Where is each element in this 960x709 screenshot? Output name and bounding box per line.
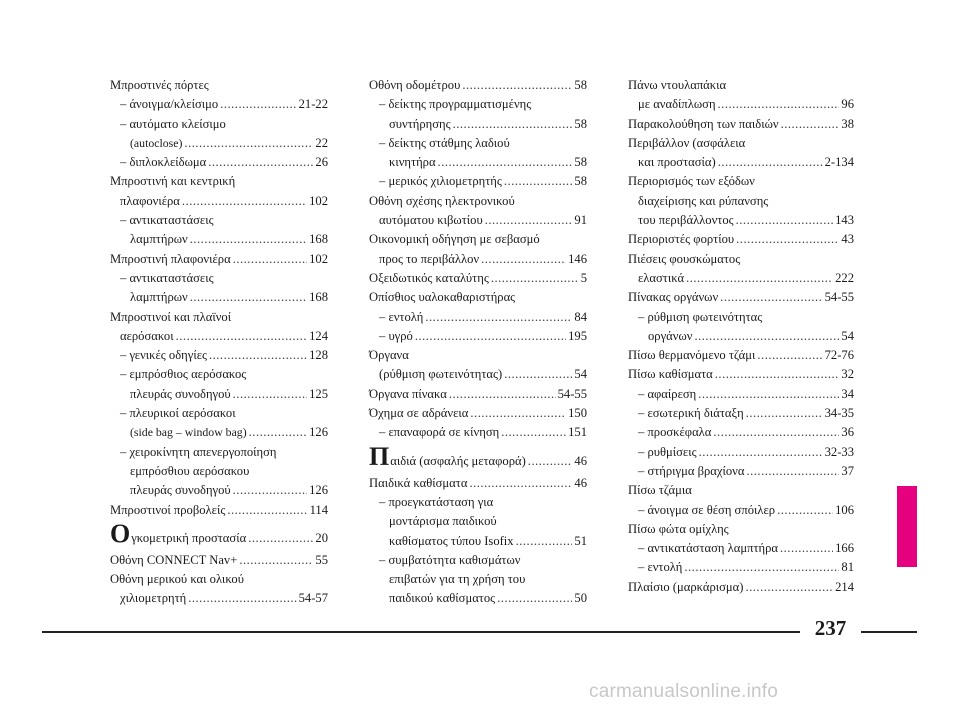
index-entry bbox=[628, 327, 854, 346]
index-entry bbox=[369, 423, 587, 442]
leader-dots bbox=[190, 230, 307, 249]
index-entry bbox=[110, 172, 328, 191]
index-entry-page: 54 bbox=[574, 367, 587, 382]
index-entry bbox=[110, 462, 328, 481]
index-entry bbox=[628, 250, 854, 269]
leader-dots bbox=[736, 230, 839, 249]
index-entry bbox=[628, 481, 854, 500]
leader-dots bbox=[718, 95, 840, 114]
leader-dots bbox=[491, 269, 579, 288]
index-entry-page: 43 bbox=[841, 232, 854, 247]
leader-dots bbox=[227, 501, 307, 520]
index-entry-text: Οξειδωτικός καταλύτης bbox=[369, 270, 489, 285]
index-entry-text: Μπροστινές πόρτες bbox=[110, 78, 209, 92]
index-entry bbox=[110, 230, 328, 249]
index-entry bbox=[110, 134, 328, 153]
index-entry-page: 124 bbox=[309, 328, 328, 343]
index-entry-page: 22 bbox=[315, 135, 328, 150]
index-entry-text: πλευράς συνοδηγού bbox=[130, 386, 231, 401]
footer-rule-left bbox=[42, 631, 800, 633]
leader-dots bbox=[715, 365, 840, 384]
leader-dots bbox=[745, 578, 833, 597]
leader-dots bbox=[462, 76, 572, 95]
index-entry-page: 36 bbox=[841, 425, 854, 440]
index-entry-text: του περιβάλλοντος bbox=[638, 213, 734, 228]
index-entry-text: Περιοριστές φορτίου bbox=[628, 232, 735, 247]
index-entry-text: αερόσακοι bbox=[120, 328, 174, 343]
index-entry-text: – μερικός χιλιομετρητής bbox=[379, 174, 502, 189]
index-entry-text: επιβατών για τη χρήση του bbox=[389, 572, 526, 587]
index-entry-text: Παιδικά καθίσματα bbox=[369, 475, 468, 490]
index-entry-page: 5 bbox=[580, 270, 587, 285]
index-entry-page: 54-57 bbox=[298, 591, 328, 606]
index-entry-page: 46 bbox=[574, 453, 587, 468]
leader-dots bbox=[209, 346, 307, 365]
index-entry bbox=[628, 192, 854, 211]
index-entry bbox=[628, 95, 854, 114]
index-entry bbox=[369, 404, 587, 423]
leader-dots bbox=[718, 153, 823, 172]
index-entry-text: Πάνω ντουλαπάκια bbox=[628, 78, 727, 92]
index-entry-page: 106 bbox=[835, 502, 854, 517]
index-entry-text: Οικονομική οδήγηση με σεβασμό bbox=[369, 232, 540, 247]
index-entry-text: Οπίσθιος υαλοκαθαριστήρας bbox=[369, 290, 516, 305]
index-entry bbox=[628, 134, 854, 153]
index-entry-text: διαχείρισης και ρύπανσης bbox=[638, 193, 769, 208]
leader-dots bbox=[184, 134, 313, 153]
leader-dots bbox=[233, 481, 307, 500]
index-entry-text: – εντολή bbox=[638, 560, 683, 575]
leader-dots bbox=[501, 423, 566, 442]
index-entry-text: λαμπτήρων bbox=[130, 290, 188, 305]
index-entry bbox=[369, 589, 587, 608]
index-entry-page: 46 bbox=[574, 475, 587, 490]
index-entry bbox=[369, 288, 587, 307]
index-entry-page: 168 bbox=[309, 232, 328, 247]
leader-dots bbox=[497, 589, 572, 608]
index-entry bbox=[110, 518, 328, 551]
index-entry-page: 143 bbox=[835, 213, 854, 228]
index-entry bbox=[369, 230, 587, 249]
index-entry-text: Όργανα πίνακα bbox=[369, 386, 447, 401]
index-entry-text: – δείκτης στάθμης λαδιού bbox=[379, 135, 510, 150]
leader-dots bbox=[713, 423, 839, 442]
index-entry-page: 20 bbox=[315, 530, 328, 545]
index-entry bbox=[628, 443, 854, 462]
index-entry bbox=[628, 115, 854, 134]
index-entry-page: 26 bbox=[315, 155, 328, 170]
index-entry bbox=[628, 269, 854, 288]
index-entry bbox=[110, 308, 328, 327]
leader-dots bbox=[746, 462, 839, 481]
index-entry-text: Πιέσεις φουσκώματος bbox=[628, 251, 741, 266]
index-entry-text: (ρύθμιση φωτεινότητας) bbox=[379, 367, 503, 382]
leader-dots bbox=[746, 404, 823, 423]
leader-dots bbox=[485, 211, 573, 230]
index-entry bbox=[369, 76, 587, 95]
index-entry bbox=[628, 520, 854, 539]
index-entry-text: – εμπρόσθιος αερόσακος bbox=[120, 367, 247, 382]
leader-dots bbox=[239, 551, 313, 570]
index-entry bbox=[369, 192, 587, 211]
index-entry-page: 34-35 bbox=[824, 406, 854, 421]
index-entry-text: ελαστικά bbox=[638, 270, 685, 285]
index-entry-text: Πίσω καθίσματα bbox=[628, 367, 713, 382]
leader-dots bbox=[425, 308, 572, 327]
index-entry-page: 84 bbox=[574, 309, 587, 324]
page-number: 237 bbox=[814, 616, 847, 640]
leader-dots bbox=[528, 452, 573, 471]
index-entry bbox=[628, 76, 854, 95]
index-entry-page: 55 bbox=[315, 552, 328, 567]
index-entry bbox=[369, 512, 587, 531]
index-entry-text: Πίσω θερμανόμενο τζάμι bbox=[628, 348, 756, 363]
index-entry-text: Παρακολούθηση των παιδιών bbox=[628, 116, 779, 131]
index-entry bbox=[110, 288, 328, 307]
index-entry-page: 195 bbox=[568, 328, 587, 343]
index-entry-page: 58 bbox=[574, 116, 587, 131]
index-entry-page: 50 bbox=[574, 591, 587, 606]
section-color-tab bbox=[897, 486, 917, 567]
index-entry bbox=[628, 308, 854, 327]
index-entry-page: 146 bbox=[568, 251, 587, 266]
index-entry-text: – αντικατάσταση λαμπτήρα bbox=[638, 541, 778, 556]
index-entry-page: 51 bbox=[574, 533, 587, 548]
index-entry-text: συντήρησης bbox=[389, 116, 451, 131]
index-entry bbox=[110, 589, 328, 608]
index-entry-page: 34 bbox=[841, 386, 854, 401]
leader-dots bbox=[469, 474, 572, 493]
index-entry-text: – υγρό bbox=[379, 328, 413, 343]
index-entry bbox=[110, 327, 328, 346]
leader-dots bbox=[699, 443, 823, 462]
index-entry bbox=[369, 115, 587, 134]
index-entry bbox=[110, 385, 328, 404]
index-entry-text: – γενικές οδηγίες bbox=[120, 348, 207, 363]
index-entry-text: – αντικαταστάσεις bbox=[120, 270, 214, 285]
index-entry-text: Μπροστινοί και πλαϊνοί bbox=[110, 309, 232, 324]
index-entry-page: 151 bbox=[568, 425, 587, 440]
index-entry-text: αυτόματου κιβωτίου bbox=[379, 213, 483, 228]
index-entry-text: – αντικαταστάσεις bbox=[120, 213, 214, 228]
index-entry bbox=[628, 501, 854, 520]
index-entry-text: οργάνων bbox=[648, 328, 693, 343]
leader-dots bbox=[694, 327, 839, 346]
index-entry-text: Πλαίσιο (μαρκάρισμα) bbox=[628, 579, 744, 594]
leader-dots bbox=[208, 153, 313, 172]
index-entry-page: 91 bbox=[574, 213, 587, 228]
index-entry bbox=[369, 172, 587, 191]
index-entry bbox=[110, 404, 328, 423]
index-entry-text: – στήριγμα βραχίονα bbox=[638, 463, 745, 478]
index-entry-text: Μπροστινή πλαφονιέρα bbox=[110, 251, 231, 266]
index-entry bbox=[110, 153, 328, 172]
index-entry-text: πλαφονιέρα bbox=[120, 193, 180, 208]
index-entry-text: με αναδίπλωση bbox=[638, 97, 716, 112]
index-entry-page: 214 bbox=[835, 579, 854, 594]
index-entry bbox=[628, 230, 854, 249]
index-entry bbox=[110, 501, 328, 520]
leader-dots bbox=[233, 385, 307, 404]
leader-dots bbox=[780, 539, 833, 558]
leader-dots bbox=[504, 172, 573, 191]
index-entry-page: 54-55 bbox=[824, 290, 854, 305]
leader-dots bbox=[248, 529, 313, 548]
index-entry-page: 54 bbox=[841, 328, 854, 343]
index-entry-text: Πίσω τζάμια bbox=[628, 483, 692, 498]
leader-dots bbox=[190, 288, 307, 307]
index-entry bbox=[110, 346, 328, 365]
index-entry-text: – συμβατότητα καθισμάτων bbox=[379, 552, 521, 567]
leader-dots bbox=[449, 385, 556, 404]
index-entry-page: 114 bbox=[309, 502, 328, 517]
leader-dots bbox=[438, 153, 573, 172]
index-entry bbox=[628, 404, 854, 423]
index-entry-text: Πίσω φώτα ομίχλης bbox=[628, 521, 729, 536]
index-entry-text: παιδικού καθίσματος bbox=[389, 591, 496, 606]
index-entry-page: 32 bbox=[841, 367, 854, 382]
index-entry-text: Οθόνη μερικού και ολικού bbox=[110, 572, 244, 587]
index-entry-page: 126 bbox=[309, 483, 328, 498]
index-entry-page: 125 bbox=[309, 386, 328, 401]
index-entry bbox=[369, 385, 587, 404]
index-entry-page: 128 bbox=[309, 348, 328, 363]
index-entry-text: Οθόνη CONNECT Nav+ bbox=[110, 552, 238, 567]
index-entry bbox=[369, 211, 587, 230]
index-entry bbox=[110, 95, 328, 114]
index-entry bbox=[369, 365, 587, 384]
index-entry bbox=[369, 493, 587, 512]
index-entry bbox=[110, 192, 328, 211]
leader-dots bbox=[233, 250, 307, 269]
index-entry-page: 96 bbox=[841, 97, 854, 112]
index-entry bbox=[369, 134, 587, 153]
index-entry bbox=[628, 539, 854, 558]
index-entry bbox=[369, 153, 587, 172]
index-entry-text: Περιβάλλον (ασφάλεια bbox=[628, 135, 746, 150]
index-entry bbox=[110, 115, 328, 134]
index-entry-text: Όργανα bbox=[369, 348, 409, 363]
leader-dots bbox=[504, 365, 572, 384]
leader-dots bbox=[781, 115, 840, 134]
index-entry bbox=[110, 551, 328, 570]
index-entry bbox=[369, 570, 587, 589]
index-entry bbox=[110, 269, 328, 288]
index-entry bbox=[628, 288, 854, 307]
footer-rule-right bbox=[861, 631, 917, 633]
index-entry bbox=[110, 443, 328, 462]
index-entry-page: 54-55 bbox=[557, 386, 587, 401]
index-entry-text: – ρύθμιση φωτεινότητας bbox=[638, 309, 763, 324]
leader-dots bbox=[481, 250, 566, 269]
index-column-3 bbox=[628, 76, 854, 597]
index-entry-text: (autoclose) bbox=[130, 135, 183, 150]
index-entry bbox=[369, 250, 587, 269]
index-entry bbox=[369, 269, 587, 288]
leader-dots bbox=[182, 192, 307, 211]
index-entry-page: 37 bbox=[841, 463, 854, 478]
index-entry-text: Μπροστινοί προβολείς bbox=[110, 502, 226, 517]
index-entry-text: γκομετρική προστασία bbox=[131, 530, 247, 545]
index-entry bbox=[110, 570, 328, 589]
index-entry-page: 166 bbox=[835, 541, 854, 556]
index-entry-text: Οθόνη οδομέτρου bbox=[369, 78, 461, 92]
leader-dots bbox=[176, 327, 307, 346]
index-entry bbox=[369, 95, 587, 114]
index-entry-text: μοντάρισμα παιδικού bbox=[389, 514, 497, 529]
leader-dots bbox=[249, 423, 307, 442]
index-entry-text: – επαναφορά σε κίνηση bbox=[379, 425, 500, 440]
index-entry bbox=[110, 250, 328, 269]
index-entry-text: πλευράς συνοδηγού bbox=[130, 483, 231, 498]
index-column-1 bbox=[110, 76, 328, 609]
index-entry bbox=[369, 441, 587, 474]
index-entry-page: 168 bbox=[309, 290, 328, 305]
index-entry-text: καθίσματος τύπου Isofix bbox=[389, 533, 514, 548]
index-entry-text: – αφαίρεση bbox=[638, 386, 697, 401]
index-entry-page: 58 bbox=[574, 174, 587, 189]
index-entry-page: 2-134 bbox=[824, 155, 854, 170]
index-entry-page: 222 bbox=[835, 270, 854, 285]
leader-dots bbox=[220, 95, 296, 114]
leader-dots bbox=[720, 288, 822, 307]
index-entry bbox=[628, 578, 854, 597]
index-entry bbox=[369, 327, 587, 346]
index-entry bbox=[628, 385, 854, 404]
index-entry-text: – άνοιγμα σε θέση σπόιλερ bbox=[638, 502, 776, 517]
index-entry-text: Μπροστινή και κεντρική bbox=[110, 174, 236, 189]
index-entry bbox=[628, 365, 854, 384]
leader-dots bbox=[698, 385, 839, 404]
index-entry-text: – άνοιγμα/κλείσιμο bbox=[120, 97, 219, 112]
index-entry-text: εμπρόσθιου αερόσακου bbox=[130, 463, 250, 478]
leader-dots bbox=[188, 589, 296, 608]
index-entry bbox=[369, 551, 587, 570]
index-entry-text: Όχημα σε αδράνεια bbox=[369, 406, 469, 421]
index-entry-text: και προστασία) bbox=[638, 155, 716, 170]
index-entry bbox=[628, 172, 854, 191]
index-entry-page: 150 bbox=[568, 406, 587, 421]
leader-dots bbox=[736, 211, 833, 230]
index-entry-text: λαμπτήρων bbox=[130, 232, 188, 247]
index-entry bbox=[110, 211, 328, 230]
index-entry-text: – δείκτης προγραμματισμένης bbox=[379, 97, 532, 112]
leader-dots bbox=[757, 346, 822, 365]
section-initial-letter: Ο bbox=[110, 518, 131, 548]
index-entry bbox=[628, 153, 854, 172]
index-entry-text: (side bag – window bag) bbox=[130, 425, 247, 440]
index-entry-page: 38 bbox=[841, 116, 854, 131]
index-entry-text: – πλευρικοί αερόσακοι bbox=[120, 406, 236, 421]
index-entry bbox=[369, 308, 587, 327]
index-entry bbox=[628, 211, 854, 230]
index-column-2 bbox=[369, 76, 587, 609]
index-entry-page: 58 bbox=[574, 155, 587, 170]
index-entry bbox=[110, 76, 328, 95]
index-entry bbox=[369, 346, 587, 365]
index-entry-text: κινητήρα bbox=[389, 155, 436, 170]
index-entry bbox=[628, 423, 854, 442]
index-entry-text: – διπλοκλείδωμα bbox=[120, 155, 207, 170]
index-entry-text: χιλιομετρητή bbox=[120, 591, 187, 606]
index-entry bbox=[110, 365, 328, 384]
index-entry-text: αιδιά (ασφαλής μεταφορά) bbox=[390, 453, 526, 468]
leader-dots bbox=[777, 501, 833, 520]
index-entry-page: 126 bbox=[309, 425, 328, 440]
index-entry-text: προς το περιβάλλον bbox=[379, 251, 480, 266]
index-entry-text: – αυτόματο κλείσιμο bbox=[120, 116, 226, 131]
index-entry-text: – εντολή bbox=[379, 309, 424, 324]
index-entry-text: – εσωτερική διάταξη bbox=[638, 406, 744, 421]
index-entry bbox=[628, 346, 854, 365]
index-entry-page: 102 bbox=[309, 193, 328, 208]
leader-dots bbox=[516, 532, 573, 551]
index-entry-text: Περιορισμός των εξόδων bbox=[628, 174, 755, 189]
watermark: carmanualsonline.info bbox=[589, 681, 779, 702]
leader-dots bbox=[686, 269, 833, 288]
index-entry bbox=[628, 558, 854, 577]
index-entry bbox=[628, 462, 854, 481]
index-entry-text: Πίνακας οργάνων bbox=[628, 290, 719, 305]
index-entry-text: Οθόνη σχέσης ηλεκτρονικού bbox=[369, 193, 515, 208]
leader-dots bbox=[415, 327, 566, 346]
index-entry bbox=[110, 481, 328, 500]
leader-dots bbox=[470, 404, 566, 423]
index-entry-page: 72-76 bbox=[824, 348, 854, 363]
index-entry-text: – ρυθμίσεις bbox=[638, 444, 697, 459]
index-entry-page: 32-33 bbox=[824, 444, 854, 459]
index-entry-page: 58 bbox=[574, 78, 587, 92]
index-entry-page: 81 bbox=[841, 560, 854, 575]
index-entry bbox=[110, 423, 328, 442]
index-entry-page: 21-22 bbox=[298, 97, 328, 112]
leader-dots bbox=[453, 115, 573, 134]
index-entry-text: – χειροκίνητη απενεργοποίηση bbox=[120, 444, 277, 459]
index-entry bbox=[369, 532, 587, 551]
index-entry-page: 102 bbox=[309, 251, 328, 266]
index-entry-text: – προεγκατάσταση για bbox=[379, 494, 494, 509]
leader-dots bbox=[684, 558, 839, 577]
index-entry bbox=[369, 474, 587, 493]
index-entry-text: – προσκέφαλα bbox=[638, 425, 712, 440]
section-initial-letter: Π bbox=[369, 441, 390, 471]
